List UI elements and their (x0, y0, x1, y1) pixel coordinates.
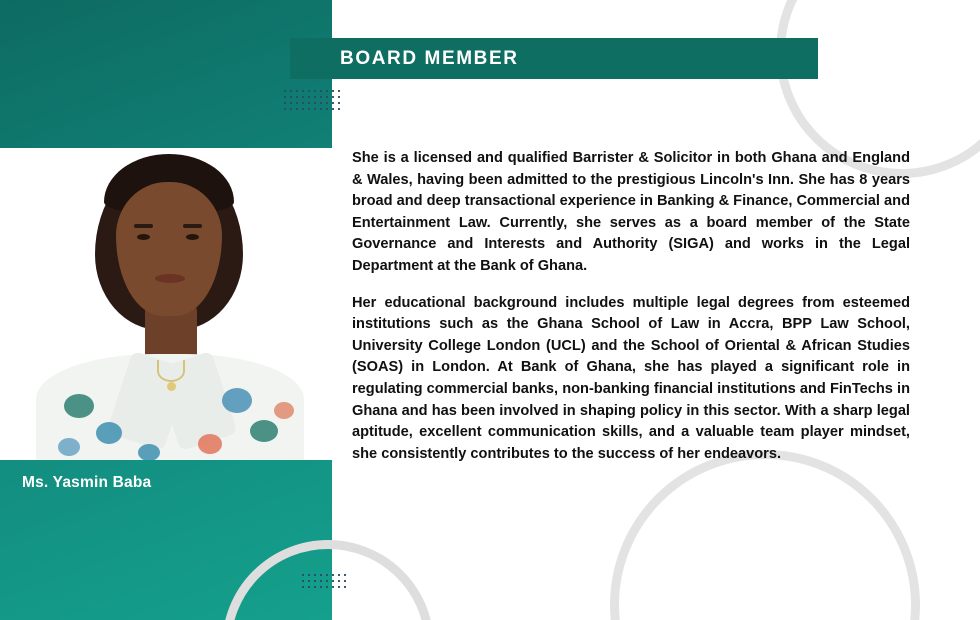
portrait-image (0, 148, 332, 460)
portrait-brow-right (183, 224, 202, 228)
biography-text (352, 148, 910, 465)
portrait-eye-left (137, 234, 150, 240)
portrait-pendant (167, 382, 176, 391)
decorative-circle-bottom-right (610, 450, 920, 620)
bio-paragraph-2: Her educational background includes multiple legal degrees from esteemed institutions such as the Ghana School of Law in Accra, BPP Law School, University College London (UCL) and the School of Oriental & African Studies (SOAS) in London. At Bank of Ghana, she has played a significant role in regulating commercial banks, non-banking financial institutions and FinTechs in Ghana and has been involved in shaping policy in this sector. With a sharp legal aptitude, excellent communication skills, and a valuable team player mindset, she consistently contributes to the success of her endeavors. (352, 294, 910, 462)
blouse-floral-motif (64, 394, 94, 418)
blouse-floral-motif (274, 402, 294, 419)
dot-grid-bottom (300, 572, 350, 592)
portrait-face (116, 182, 222, 316)
blouse-floral-motif (222, 388, 252, 413)
portrait-necklace (157, 360, 185, 382)
portrait-photo-card (0, 148, 332, 460)
blouse-floral-motif (58, 438, 80, 456)
portrait-eye-right (186, 234, 199, 240)
page-title: BOARD MEMBER (340, 47, 519, 69)
blouse-floral-motif (96, 422, 122, 444)
portrait-lips (155, 274, 185, 283)
dot-grid-top (282, 88, 344, 110)
bio-paragraph-1: She is a licensed and qualified Barrister & Solicitor in both Ghana and England & Wales, having been admitted to the prestigious Lincoln's Inn. She has 8 years broad and deep transactional experience in Banking & Finance, Commercial and Entertainment Law. Currently, she serves as a board member of the State Governance and Interests and Authority (SIGA) and works in the Legal Department at the Bank of Ghana. (352, 150, 910, 274)
title-banner (290, 38, 818, 79)
blouse-floral-motif (198, 434, 222, 454)
blouse-floral-motif (138, 444, 160, 460)
portrait-brow-left (134, 224, 153, 228)
blouse-floral-motif (250, 420, 278, 442)
person-name: Ms. Yasmin Baba (22, 474, 152, 491)
person-name-caption (0, 460, 332, 506)
